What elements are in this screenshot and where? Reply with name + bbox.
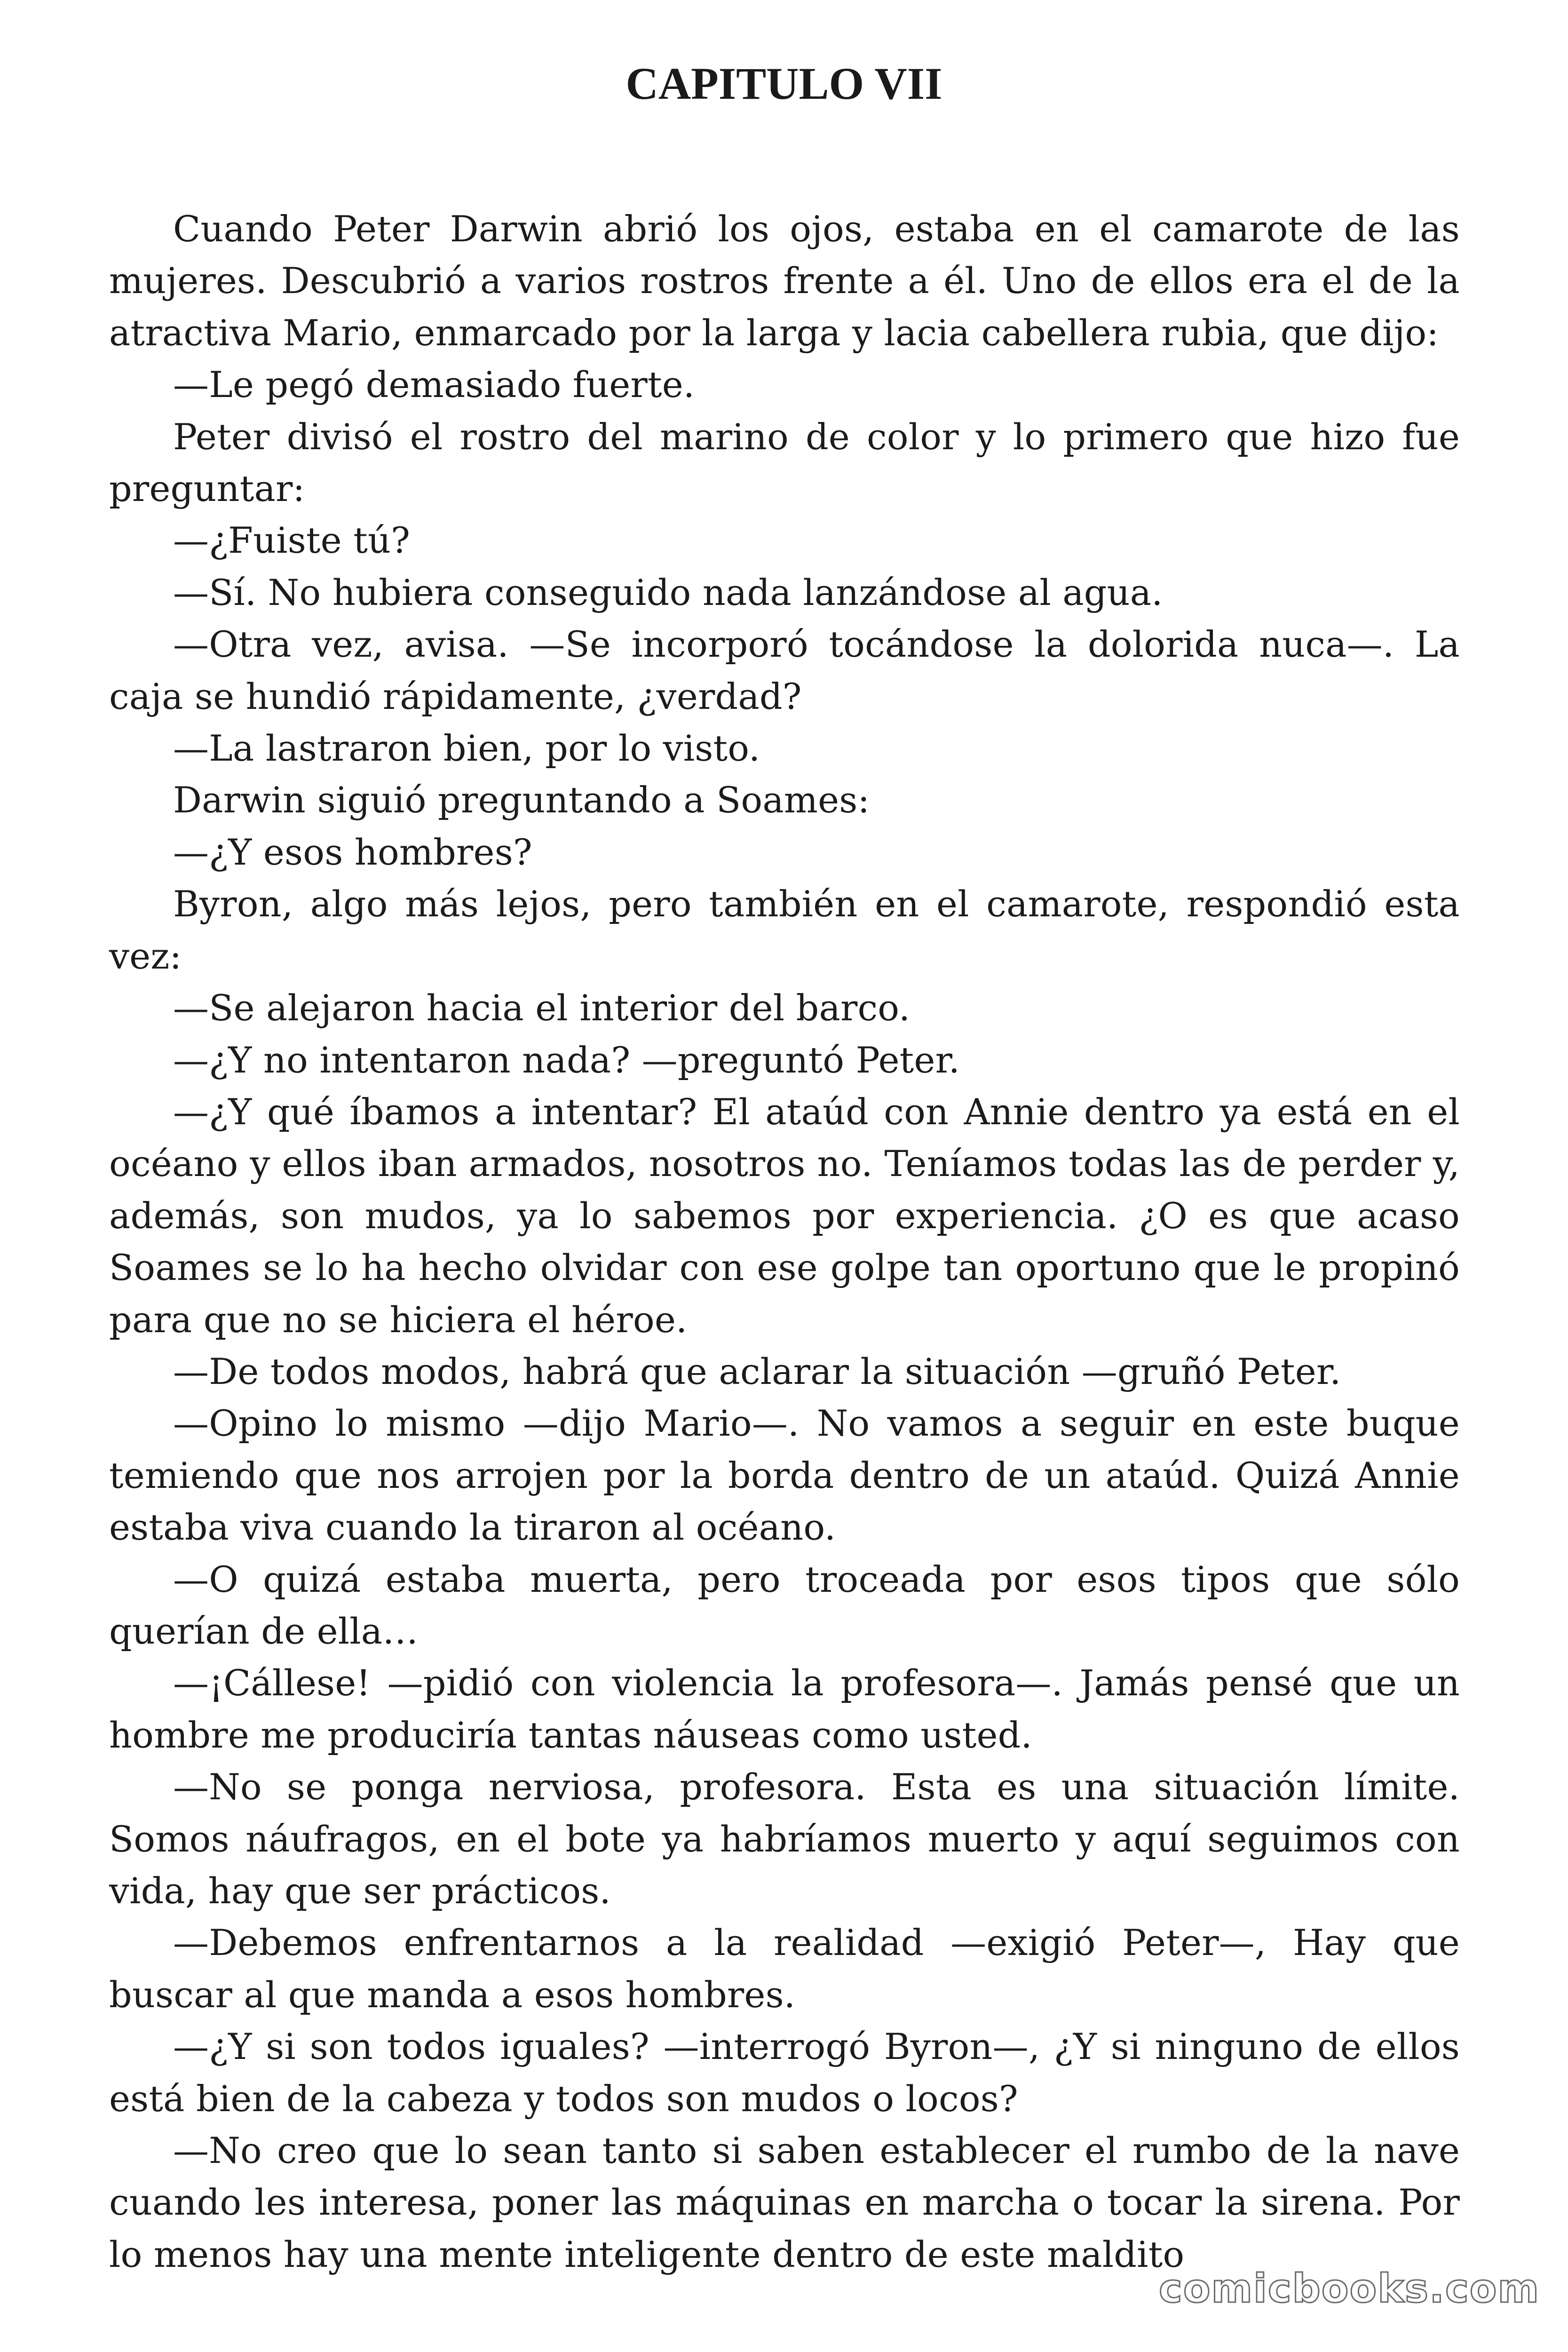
paragraph: —Le pegó demasiado fuerte. — [173, 364, 695, 406]
paragraph: —O quizá estaba muerta, pero troceada por esos tipos que sólo querían de ella… — [109, 1558, 1460, 1652]
watermark: comicbooks.com — [1159, 2265, 1540, 2312]
chapter-title: CAPITULO VII — [626, 58, 942, 109]
paragraph: Cuando Peter Darwin abrió los ojos, estaba en el camarote de las mujeres. Descubrió a varios rostros frente a él. Uno de ellos era el de la atractiva Mario, enmarcado por la larga y lacia cabellera rubia, que dijo: — [109, 208, 1460, 354]
paragraph: —¿Y qué íbamos a intentar? El ataúd con Annie dentro ya está en el océano y ellos iban armados, nosotros no. Teníamos todas las de perder y, además, son mudos, ya lo sabemos por experiencia. ¿O es que acaso Soames se lo ha hecho olvidar con ese golpe tan oportuno que le propinó para que no se hiciera el héroe. — [109, 1090, 1460, 1341]
paragraph: —No creo que lo sean tanto si saben establecer el rumbo de la nave cuando les interesa, poner las máquinas en marcha o tocar la sirena. Por lo menos hay una mente inteligente dentro de este maldito — [109, 2130, 1460, 2275]
paragraph: —La lastraron bien, por lo visto. — [173, 727, 760, 770]
paragraph: —Opino lo mismo —dijo Mario—. No vamos a seguir en este buque temiendo que nos arrojen por la borda dentro de un ataúd. Quizá Annie estaba viva cuando la tiraron al océano. — [109, 1402, 1460, 1549]
paragraph: —Se alejaron hacia el interior del barco. — [173, 987, 911, 1029]
paragraph: —¿Fuiste tú? — [173, 519, 411, 562]
paragraph: —Sí. No hubiera conseguido nada lanzándose al agua. — [173, 571, 1163, 613]
chapter-text — [109, 203, 1460, 2280]
paragraph: —¡Cállese! —pidió con violencia la profesora—. Jamás pensé que un hombre me produciría tantas náuseas como usted. — [109, 1662, 1460, 1756]
paragraph: —¿Y esos hombres? — [173, 831, 532, 873]
paragraph: —De todos modos, habrá que aclarar la situación —gruñó Peter. — [173, 1350, 1341, 1392]
paragraph: Darwin siguió preguntando a Soames: — [173, 779, 870, 821]
paragraph: —No se ponga nerviosa, profesora. Esta es una situación límite. Somos náufragos, en el bote ya habríamos muerto y aquí seguimos con vida, hay que ser prácticos. — [109, 1766, 1460, 1912]
paragraph: Peter divisó el rostro del marino de color y lo primero que hizo fue preguntar: — [109, 415, 1460, 510]
paragraph: Byron, algo más lejos, pero también en el camarote, respondió esta vez: — [109, 883, 1460, 977]
paragraph: —Debemos enfrentarnos a la realidad —exigió Peter—, Hay que buscar al que manda a esos hombres. — [109, 1922, 1460, 2016]
paragraph: —¿Y si son todos iguales? —interrogó Byron—, ¿Y si ninguno de ellos está bien de la cabeza y todos son mudos o locos? — [109, 2026, 1460, 2120]
paragraph: —¿Y no intentaron nada? —preguntó Peter. — [173, 1039, 960, 1081]
paragraph: —Otra vez, avisa. —Se incorporó tocándose la dolorida nuca—. La caja se hundió rápidamente, ¿verdad? — [109, 623, 1460, 717]
